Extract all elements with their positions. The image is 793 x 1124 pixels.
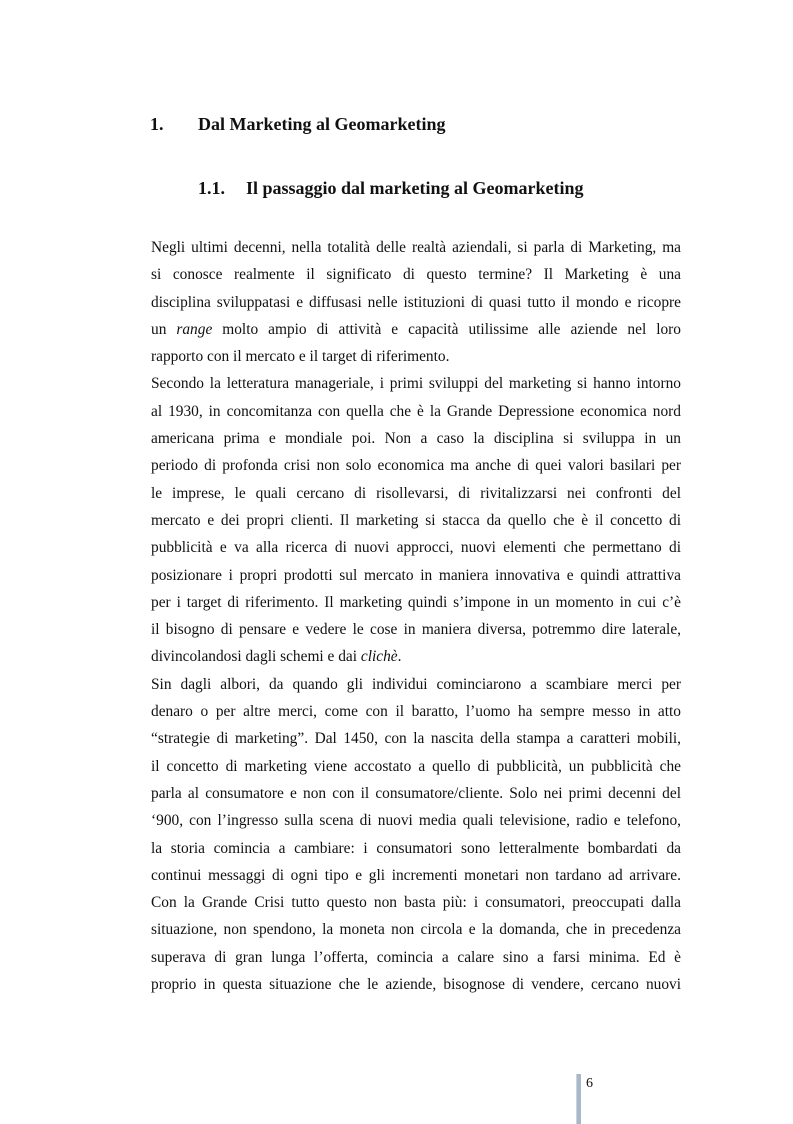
text-line: la storia comincia a cambiare: i consumatori sono letteralmente bombardati da — [151, 839, 681, 857]
text-line: “strategie di marketing”. Dal 1450, con la nascita della stampa a caratteri mobili, — [151, 730, 681, 748]
text-line: denaro o per altre merci, come con il baratto, l’uomo ha sempre messo in atto — [151, 703, 681, 721]
page-number: 6 — [586, 1076, 593, 1091]
text-line: superava di gran lunga l’offerta, comincia a calare sino a farsi minima. Ed è — [151, 948, 681, 966]
text-line: disciplina sviluppatasi e diffusasi nelle istituzioni di quasi tutto il mondo e ricopre — [151, 293, 681, 311]
text-fragment: . — [397, 648, 402, 666]
text-line: per i target di riferimento. Il marketing quindi s’impone in un momento in cui c’è — [151, 593, 681, 611]
text-line: periodo di profonda crisi non solo economica ma anche di quei valori basilari per — [151, 457, 681, 475]
text-line: si conosce realmente il significato di questo termine? Il Marketing è una — [151, 266, 681, 284]
text-line: al 1930, in concomitanza con quella che è la Grande Depressione economica nord — [151, 402, 681, 420]
italic-term: range — [176, 320, 213, 338]
section-title: Il passaggio dal marketing al Geomarketing — [246, 178, 584, 198]
text-line: le imprese, le quali cercano di risollevarsi, di rivitalizzarsi nei confronti del — [151, 484, 681, 502]
text-line: mercato e dei propri clienti. Il marketing si stacca da quello che è il concetto di — [151, 511, 681, 529]
text-line: posizionare i propri prodotti sul mercato in maniera innovativa e quindi attrattiva — [151, 566, 681, 584]
text-line — [151, 316, 681, 343]
chapter-heading — [150, 114, 445, 135]
body-text — [151, 234, 681, 998]
text-line: ‘900, con l’ingresso sulla scena di nuovi media quali televisione, radio e telefono, — [151, 812, 681, 830]
text-line: americana prima e mondiale poi. Non a caso la disciplina si sviluppa in un — [151, 430, 681, 448]
text-fragment: un — [151, 320, 177, 338]
text-line: parla al consumatore e non con il consumatore/cliente. Solo nei primi decenni del — [151, 784, 681, 802]
text-line: rapporto con il mercato e il target di riferimento. — [151, 348, 450, 366]
italic-term: clichè — [360, 648, 398, 666]
text-line: Sin dagli albori, da quando gli individui cominciarono a scambiare merci per — [151, 675, 681, 693]
text-line: il bisogno di pensare e vedere le cose in maniera diversa, potremmo dire laterale, — [151, 621, 681, 639]
text-line: proprio in questa situazione che le aziende, bisognose di vendere, cercano nuovi — [151, 976, 681, 994]
text-line: pubblicità e va alla ricerca di nuovi approcci, nuovi elementi che permettano di — [151, 539, 681, 557]
section-heading — [198, 178, 584, 199]
text-line: Secondo la letteratura manageriale, i primi sviluppi del marketing si hanno intorno — [151, 375, 681, 393]
text-line: situazione, non spendono, la moneta non circola e la domanda, che in precedenza — [151, 921, 681, 939]
text-fragment: molto ampio di attività e capacità utilissime alle aziende nel loro — [212, 320, 681, 338]
chapter-number: 1. — [150, 114, 164, 134]
section-number: 1.1. — [198, 178, 225, 198]
text-fragment: divincolandosi dagli schemi e dai — [151, 648, 361, 666]
text-line: continui messaggi di ogni tipo e gli incrementi monetari non tardano ad arrivare. — [151, 866, 681, 884]
text-line: il concetto di marketing viene accostato a quello di pubblicità, un pubblicità che — [151, 757, 681, 775]
footer-divider — [576, 1074, 581, 1124]
text-line — [151, 643, 681, 670]
text-line: Negli ultimi decenni, nella totalità delle realtà aziendali, si parla di Marketing, ma — [151, 239, 681, 256]
text-line: Con la Grande Crisi tutto questo non basta più: i consumatori, preoccupati dalla — [151, 894, 681, 912]
chapter-title: Dal Marketing al Geomarketing — [198, 114, 446, 134]
